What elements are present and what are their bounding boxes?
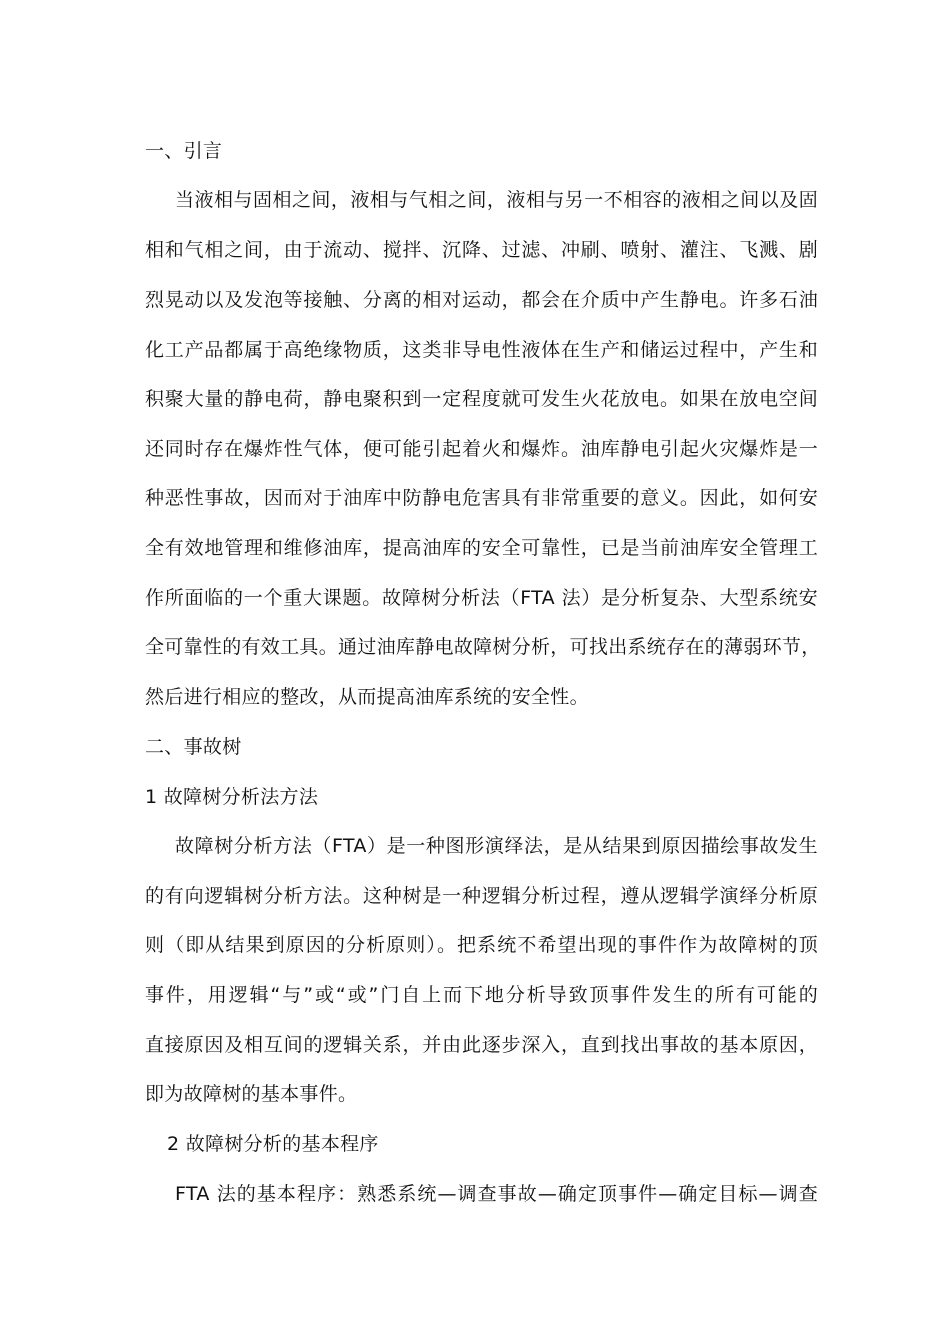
- subsection-heading-method: 1 故障树分析法方法: [145, 786, 319, 808]
- paragraph-line: 全有效地管理和维修油库，提高油库的安全可靠性，已是当前油库安全管理工: [145, 537, 818, 559]
- paragraph-line: 故障树分析方法（FTA）是一种图形演绎法，是从结果到原因描绘事故发生: [175, 835, 818, 857]
- paragraph-line: 则（即从结果到原因的分析原则）。把系统不希望出现的事件作为故障树的顶: [145, 934, 818, 956]
- paragraph-line: 还同时存在爆炸性气体，便可能引起着火和爆炸。油库静电引起火灾爆炸是一: [145, 438, 818, 460]
- paragraph-line: 相和气相之间，由于流动、搅拌、沉降、过滤、冲刷、喷射、灌注、飞溅、剧: [145, 239, 818, 261]
- paragraph-line: 当液相与固相之间，液相与气相之间，液相与另一不相容的液相之间以及固: [175, 189, 818, 211]
- paragraph-line: 即为故障树的基本事件。: [145, 1083, 358, 1105]
- subsection-heading-procedure: 2 故障树分析的基本程序: [167, 1133, 379, 1155]
- paragraph-line: 种恶性事故，因而对于油库中防静电危害具有非常重要的意义。因此，如何安: [145, 487, 818, 509]
- paragraph-line: 作所面临的一个重大课题。故障树分析法（FTA 法）是分析复杂、大型系统安: [145, 587, 818, 609]
- paragraph-line: 积聚大量的静电荷，静电聚积到一定程度就可发生火花放电。如果在放电空间: [145, 388, 818, 410]
- paragraph-line: 然后进行相应的整改，从而提高油库系统的安全性。: [145, 686, 589, 708]
- section-heading-introduction: 一、引言: [145, 140, 223, 162]
- paragraph-line: 全可靠性的有效工具。通过油库静电故障树分析，可找出系统存在的薄弱环节，: [145, 636, 821, 658]
- paragraph-line: FTA 法的基本程序：熟悉系统—调查事故—确定顶事件—确定目标—调查: [175, 1183, 818, 1205]
- paragraph-line: 的有向逻辑树分析方法。这种树是一种逻辑分析过程，遵从逻辑学演绎分析原: [145, 885, 818, 907]
- paragraph-line: 化工产品都属于高绝缘物质，这类非导电性液体在生产和储运过程中，产生和: [145, 339, 818, 361]
- paragraph-line: 直接原因及相互间的逻辑关系，并由此逐步深入，直到找出事故的基本原因，: [145, 1034, 818, 1056]
- paragraph-line: 事件，用逻辑“与”或“或”门自上而下地分析导致顶事件发生的所有可能的: [145, 984, 818, 1006]
- paragraph-line: 烈晃动以及发泡等接触、分离的相对运动，都会在介质中产生静电。许多石油: [145, 289, 818, 311]
- section-heading-fault-tree: 二、事故树: [145, 736, 242, 758]
